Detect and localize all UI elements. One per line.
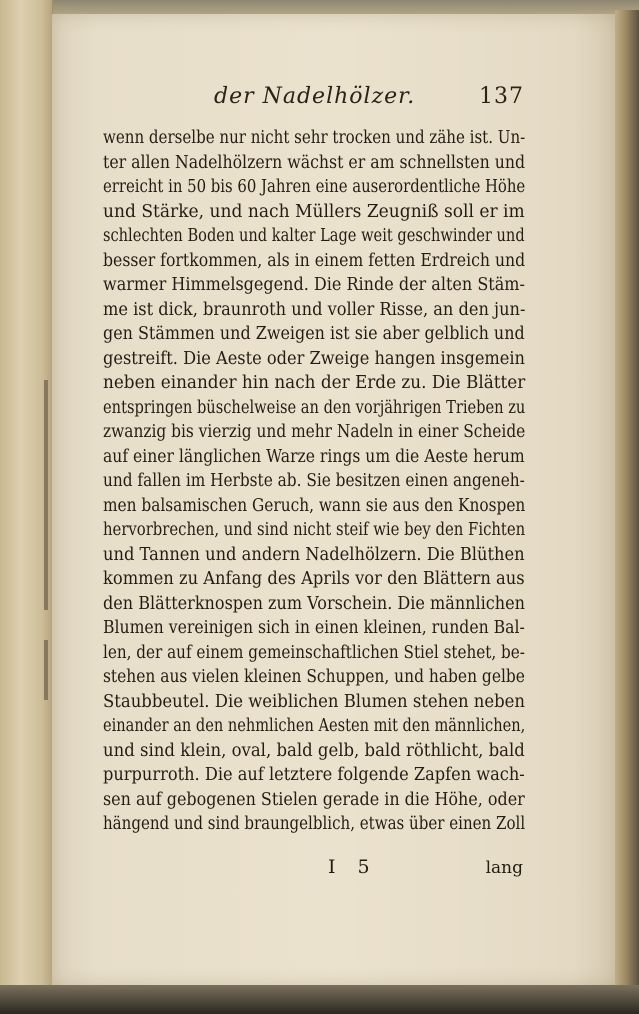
text-line: und Stärke, und nach Müllers Zeugniß soll er im	[103, 201, 525, 222]
text-line: besser fortkommen, als in einem fetten Erdreich und	[103, 250, 526, 271]
text-line: hervorbrechen, und sind nicht steif wie bey den Fichten	[103, 520, 526, 540]
text-line: und Tannen und andern Nadelhölzern. Die Blüthen	[103, 544, 525, 565]
page-number: 137	[479, 84, 524, 109]
text-line: und sind klein, oval, bald gelb, bald röthlicht, bald	[103, 740, 525, 761]
binding-mark	[44, 380, 48, 610]
text-line: kommen zu Anfang des Aprils vor den Blättern aus	[103, 569, 525, 589]
text-line: wenn derselbe nur nicht sehr trocken und zähe ist. Un-	[103, 128, 526, 148]
text-line: neben einander hin nach der Erde zu. Die Blätter	[103, 373, 526, 393]
text-line: purpurroth. Die auf letztere folgende Zapfen wach-	[103, 765, 525, 785]
text-line: gestreift. Die Aeste oder Zweige hangen insgemein	[103, 348, 526, 369]
binding-mark	[44, 640, 48, 700]
page-fore-edge	[615, 10, 639, 990]
signature-mark: I 5	[328, 856, 378, 878]
text-line: den Blätterknospen zum Vorschein. Die männlichen	[103, 593, 525, 614]
text-line: men balsamischen Geruch, wann sie aus den Knospen	[103, 495, 526, 516]
text-line: gen Stämmen und Zweigen ist sie aber gelblich und	[103, 324, 525, 344]
text-line: hängend und sind braungelblich, etwas über einen Zoll	[103, 814, 526, 834]
page-footer	[103, 856, 525, 884]
text-line: schlechten Boden und kalter Lage weit geschwinder und	[103, 226, 525, 246]
text-line: warmer Himmelsgegend. Die Rinde der alten Stäm-	[103, 275, 525, 295]
text-line: sen auf gebogenen Stielen gerade in die Höhe, oder	[103, 789, 525, 810]
catchword: lang	[485, 858, 523, 878]
left-page-gutter	[0, 0, 53, 1014]
running-head: der Nadelhölzer.	[214, 84, 416, 109]
page-header	[214, 84, 524, 120]
text-line: Staubbeutel. Die weiblichen Blumen stehen neben	[103, 691, 526, 712]
text-line: erreicht in 50 bis 60 Jahren eine auserordentliche Höhe	[103, 177, 526, 197]
text-line: einander an den nehmlichen Aesten mit den männlichen,	[103, 716, 526, 736]
text-line: Blumen vereinigen sich in einen kleinen, runden Bal-	[103, 618, 525, 638]
book-bottom-edge	[0, 985, 639, 1014]
text-line: zwanzig bis vierzig und mehr Nadeln in einer Scheide	[103, 422, 526, 442]
text-line: und fallen im Herbste ab. Sie besitzen einen angeneh-	[103, 471, 525, 491]
text-line: auf einer länglichen Warze rings um die Aeste herum	[103, 446, 525, 467]
text-line: stehen aus vielen kleinen Schuppen, und haben gelbe	[103, 667, 525, 687]
text-line: entspringen büschelweise an den vorjährigen Trieben zu	[103, 397, 526, 418]
body-text	[103, 126, 525, 837]
text-line: me ist dick, braunroth und voller Risse, an den jun-	[103, 299, 526, 320]
text-line: len, der auf einem gemeinschaftlichen Stiel stehet, be-	[103, 642, 525, 663]
text-line: ter allen Nadelhölzern wächst er am schnellsten und	[103, 152, 526, 173]
